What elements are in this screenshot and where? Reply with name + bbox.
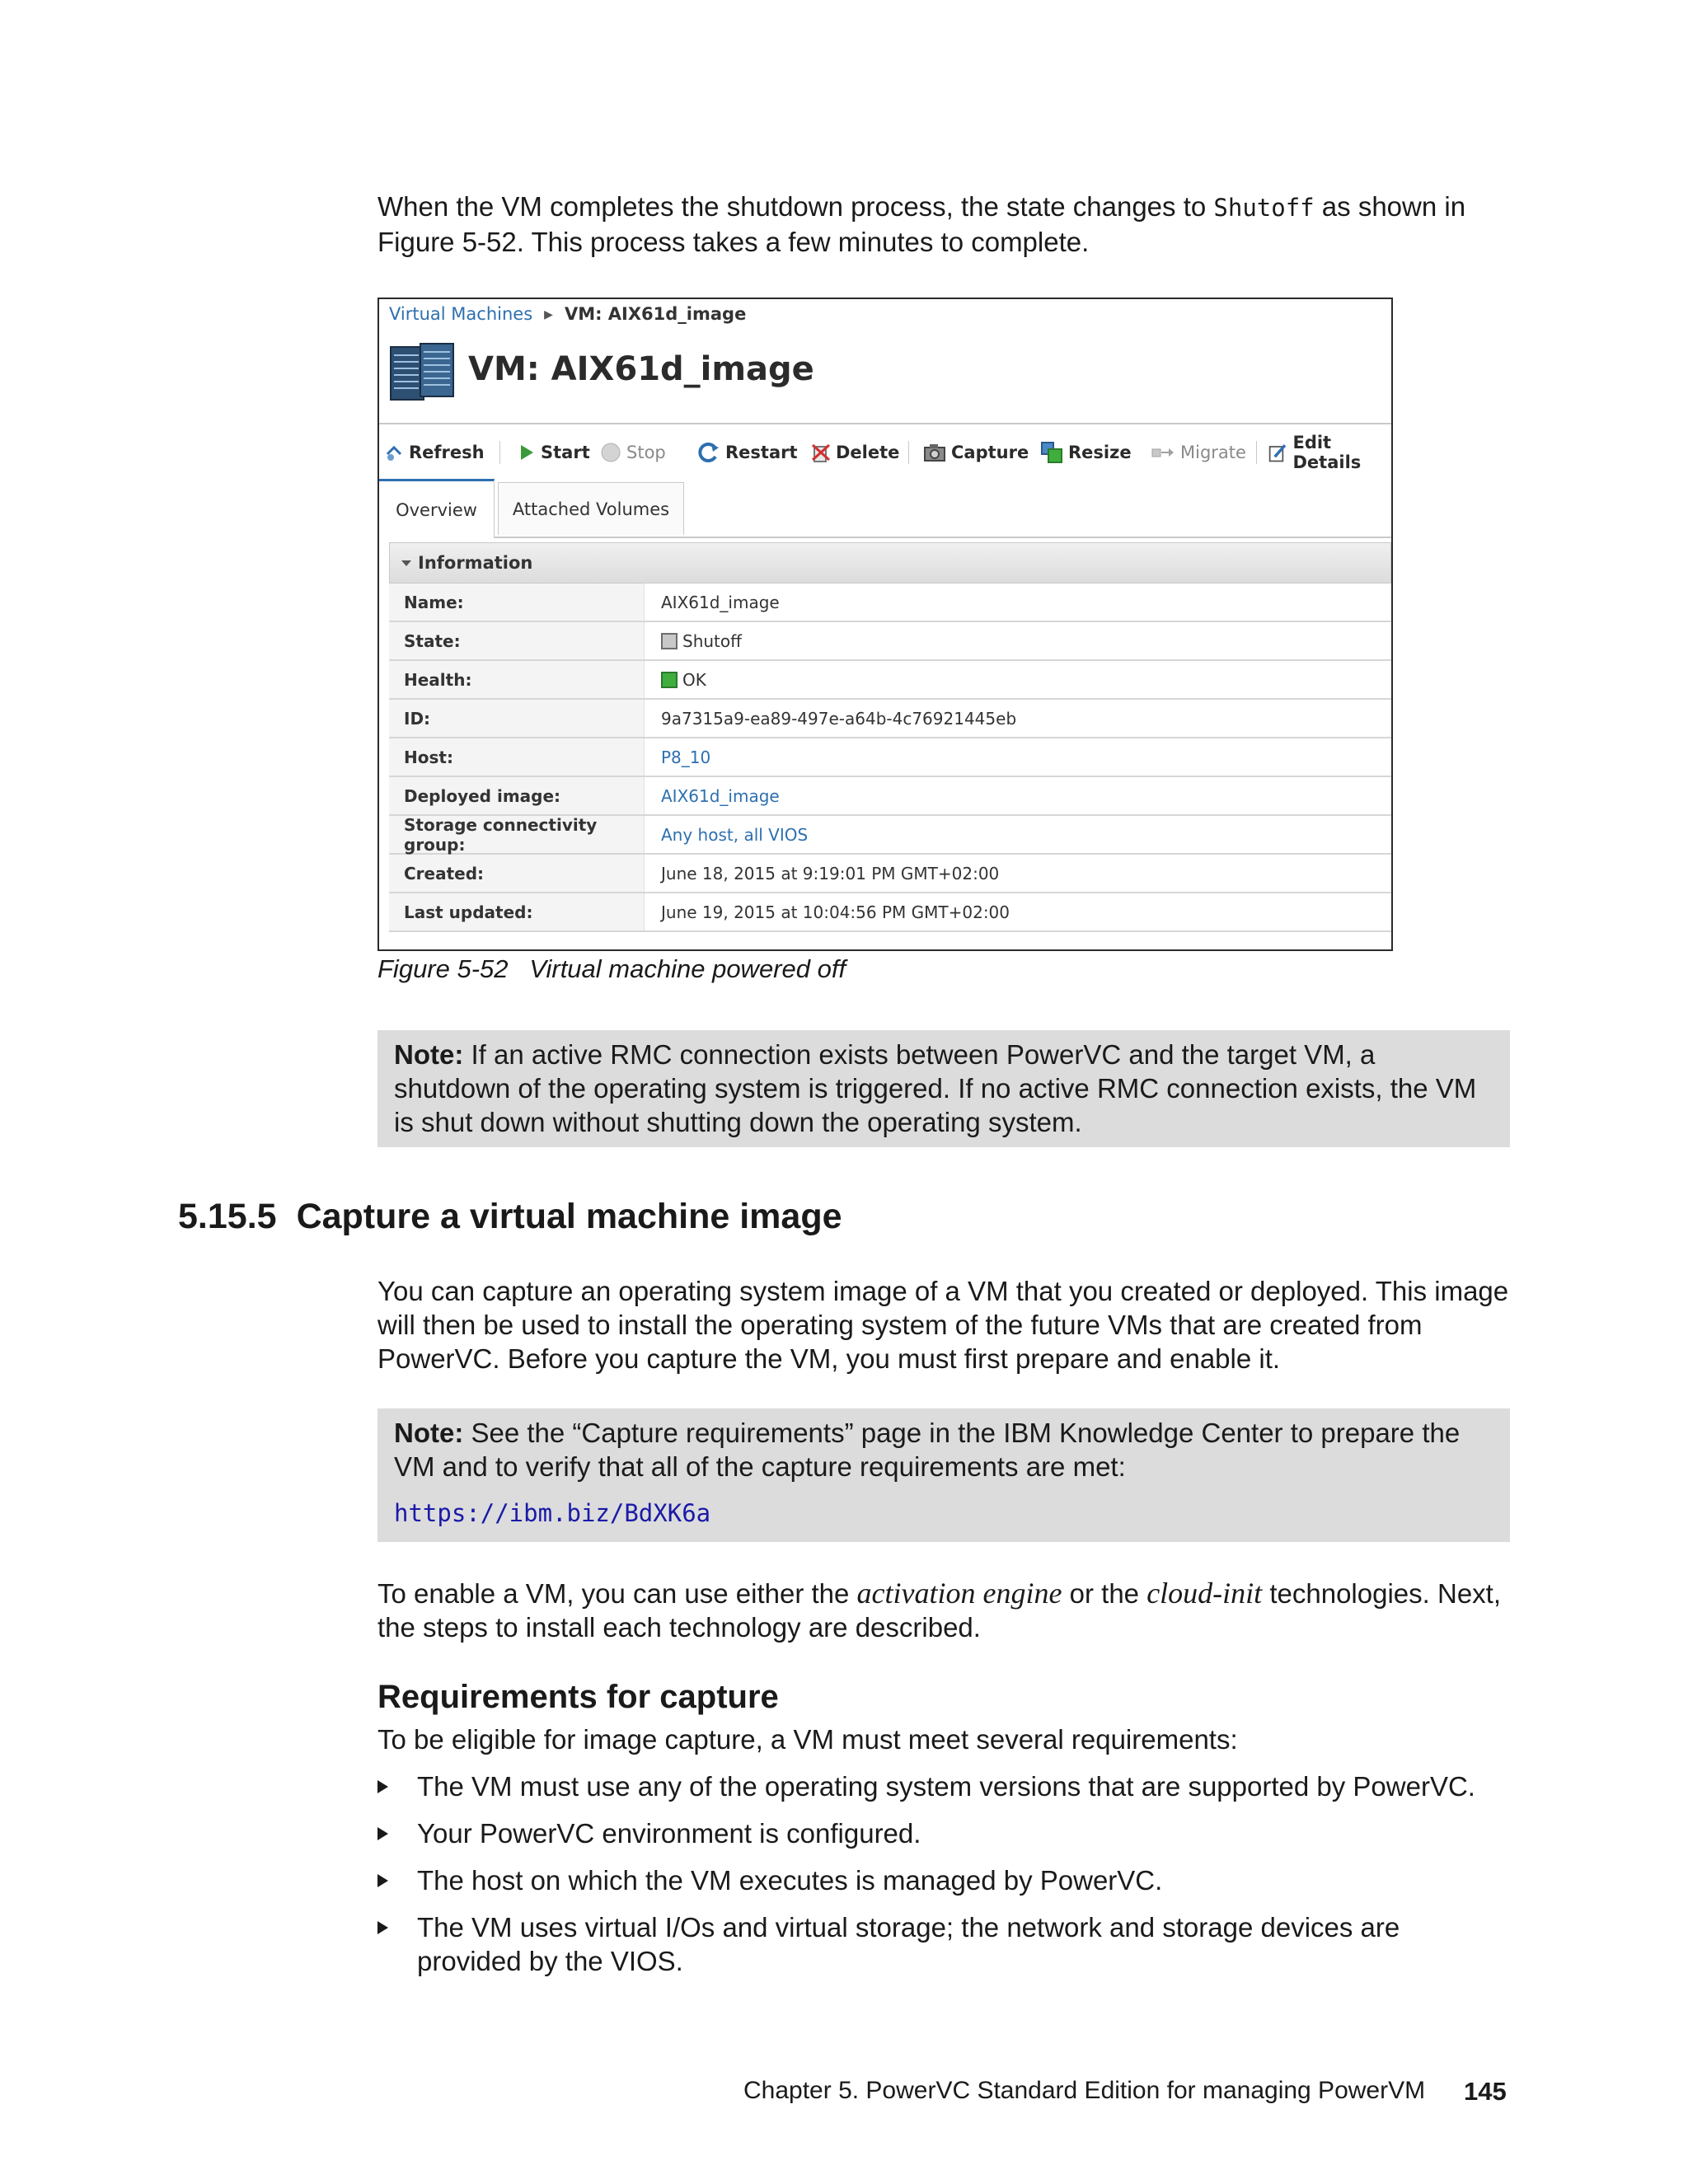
section-heading xyxy=(178,1197,842,1237)
camera-icon xyxy=(923,443,946,462)
information-header[interactable] xyxy=(389,542,1391,583)
paragraph-text: or the xyxy=(1062,1578,1147,1609)
capture-paragraph xyxy=(377,1274,1531,1376)
shutoff-status-icon xyxy=(661,633,678,649)
storage-group-link[interactable]: Any host, all VIOS xyxy=(661,824,809,845)
breadcrumb-current: VM: AIX61d_image xyxy=(564,304,747,324)
info-row-name xyxy=(389,583,1391,622)
list-item-text: Your PowerVC environment is configured. xyxy=(417,1818,921,1849)
delete-icon xyxy=(811,442,831,463)
migrate-label: Migrate xyxy=(1180,443,1246,462)
delete-button[interactable] xyxy=(811,438,899,467)
note-label: Note: xyxy=(394,1418,464,1448)
migrate-button[interactable] xyxy=(1151,438,1246,467)
restart-icon xyxy=(697,441,720,464)
info-value: June 19, 2015 at 10:04:56 PM GMT+02:00 xyxy=(661,902,1010,922)
info-value-state xyxy=(645,631,742,651)
list-item xyxy=(377,1816,1515,1850)
intro-text-3: Figure 5-52. This process takes a few minutes to complete. xyxy=(377,227,1090,257)
note-label: Note: xyxy=(394,1039,464,1070)
list-item-text: The host on which the VM executes is managed by PowerVC. xyxy=(417,1865,1163,1896)
information-title: Information xyxy=(418,553,533,573)
footer-chapter: Chapter 5. PowerVC Standard Edition for managing PowerVM xyxy=(743,2077,1426,2104)
list-item-text: provided by the VIOS. xyxy=(417,1946,683,1976)
info-label: Created: xyxy=(389,855,645,892)
header-divider xyxy=(379,423,1391,424)
note-box-capture xyxy=(377,1408,1510,1542)
paragraph-line: will then be used to install the operating system of the future VMs that are created from xyxy=(377,1310,1423,1340)
vm-screenshot-figure xyxy=(377,298,1393,951)
paragraph-text: technologies. Next, xyxy=(1262,1578,1502,1609)
enable-paragraph xyxy=(377,1577,1531,1644)
edit-details-label: Edit Details xyxy=(1292,433,1362,472)
intro-text-2: as shown in xyxy=(1314,191,1466,222)
note-url-line xyxy=(394,1495,1493,1530)
breadcrumb xyxy=(389,304,746,324)
note-text: shutdown of the operating system is triggered. If no active RMC connection exists, the VM xyxy=(394,1073,1477,1104)
migrate-icon xyxy=(1151,444,1175,461)
info-row-state xyxy=(389,622,1391,661)
section-title: Capture a virtual machine image xyxy=(296,1197,842,1236)
refresh-icon xyxy=(384,443,404,462)
information-panel xyxy=(389,542,1391,932)
paragraph-line: You can capture an operating system image of a VM that you created or deployed. This image xyxy=(377,1276,1509,1306)
info-label: Health: xyxy=(389,661,645,698)
edit-icon xyxy=(1268,441,1287,464)
stop-icon xyxy=(600,442,621,463)
start-button[interactable] xyxy=(518,438,590,467)
stop-label: Stop xyxy=(626,443,666,462)
capture-label: Capture xyxy=(951,443,1029,462)
info-label: Host: xyxy=(389,738,645,776)
info-label: Last updated: xyxy=(389,893,645,930)
info-label: ID: xyxy=(389,700,645,737)
host-link[interactable]: P8_10 xyxy=(661,747,711,767)
note-text: is shut down without shutting down the operating system. xyxy=(394,1107,1082,1137)
bullet-arrow-icon xyxy=(377,1827,388,1840)
tab-bar xyxy=(379,479,1391,538)
list-item-text: The VM uses virtual I/Os and virtual storage; the network and storage devices are xyxy=(417,1912,1400,1943)
note-text: See the “Capture requirements” page in the IBM Knowledge Center to prepare the xyxy=(463,1418,1461,1448)
intro-paragraph xyxy=(377,190,1531,259)
info-value: June 18, 2015 at 9:19:01 PM GMT+02:00 xyxy=(661,863,1000,883)
note-box-rmc xyxy=(377,1030,1510,1147)
toolbar-separator xyxy=(499,441,500,464)
play-icon xyxy=(518,443,536,462)
toolbar xyxy=(384,433,1391,472)
info-row-created xyxy=(389,855,1391,893)
requirements-intro: To be eligible for image capture, a VM must meet several requirements: xyxy=(377,1724,1238,1755)
note-text: If an active RMC connection exists between PowerVC and the target VM, a xyxy=(463,1039,1376,1070)
ok-status-icon xyxy=(661,672,678,688)
list-item xyxy=(377,1863,1515,1897)
info-label: State: xyxy=(389,622,645,659)
intro-code: Shutoff xyxy=(1213,194,1315,222)
vm-title: VM: AIX61d_image xyxy=(468,350,814,388)
collapse-triangle-icon xyxy=(401,560,411,566)
info-value: AIX61d_image xyxy=(661,592,780,612)
server-icon xyxy=(389,340,457,403)
info-row-storage-group xyxy=(389,816,1391,855)
tab-overview[interactable]: Overview xyxy=(379,479,495,538)
breadcrumb-arrow-icon: ▶ xyxy=(544,308,553,321)
stop-button[interactable] xyxy=(600,438,666,467)
info-label: Storage connectivity group: xyxy=(389,816,645,853)
list-item xyxy=(377,1910,1515,1978)
toolbar-separator xyxy=(1256,441,1257,464)
info-row-last-updated xyxy=(389,893,1391,932)
deployed-image-link[interactable]: AIX61d_image xyxy=(661,785,780,806)
resize-label: Resize xyxy=(1068,443,1132,462)
info-value-health xyxy=(645,670,706,690)
start-label: Start xyxy=(541,443,590,462)
figure-caption: Figure 5-52 Virtual machine powered off xyxy=(377,954,846,983)
list-item xyxy=(377,1769,1515,1803)
emphasis-cloud-init: cloud-init xyxy=(1146,1577,1263,1610)
intro-text-1: When the VM completes the shutdown process, the state changes to xyxy=(377,191,1214,222)
requirements-heading: Requirements for capture xyxy=(377,1679,779,1715)
refresh-label: Refresh xyxy=(409,443,485,462)
info-label: Name: xyxy=(389,583,645,621)
edit-details-button[interactable] xyxy=(1268,433,1391,472)
toolbar-separator xyxy=(908,441,909,464)
paragraph-line: PowerVC. Before you capture the VM, you must first prepare and enable it. xyxy=(377,1343,1281,1374)
list-item-text: The VM must use any of the operating system versions that are supported by PowerVC. xyxy=(417,1771,1475,1802)
info-row-id xyxy=(389,700,1391,738)
paragraph-text: To enable a VM, you can use either the xyxy=(377,1578,857,1609)
state-value: Shutoff xyxy=(682,630,742,651)
bullet-arrow-icon xyxy=(377,1874,388,1887)
resize-button[interactable] xyxy=(1040,438,1132,467)
knowledge-center-link[interactable]: https://ibm.biz/BdXK6a xyxy=(394,1499,711,1527)
health-value: OK xyxy=(682,669,706,690)
note-text: VM and to verify that all of the capture requirements are met: xyxy=(394,1451,1126,1482)
paragraph-line: the steps to install each technology are described. xyxy=(377,1612,981,1643)
capture-button[interactable] xyxy=(923,438,1029,467)
info-value: 9a7315a9-ea89-497e-a64b-4c76921445eb xyxy=(661,708,1017,729)
delete-label: Delete xyxy=(836,443,900,462)
refresh-button[interactable] xyxy=(384,438,485,467)
restart-button[interactable] xyxy=(697,438,798,467)
resize-icon xyxy=(1040,441,1063,464)
bullet-arrow-icon xyxy=(377,1780,388,1793)
section-number: 5.15.5 xyxy=(178,1197,277,1236)
emphasis-activation-engine: activation engine xyxy=(856,1577,1062,1610)
bullet-arrow-icon xyxy=(377,1921,388,1934)
info-row-host xyxy=(389,738,1391,777)
restart-label: Restart xyxy=(725,443,798,462)
tab-attached-volumes[interactable]: Attached Volumes xyxy=(498,482,684,535)
info-row-deployed-image xyxy=(389,777,1391,816)
info-label: Deployed image: xyxy=(389,777,645,814)
info-row-health xyxy=(389,661,1391,700)
page-number: 145 xyxy=(1464,2077,1507,2106)
breadcrumb-virtual-machines[interactable]: Virtual Machines xyxy=(389,304,533,324)
